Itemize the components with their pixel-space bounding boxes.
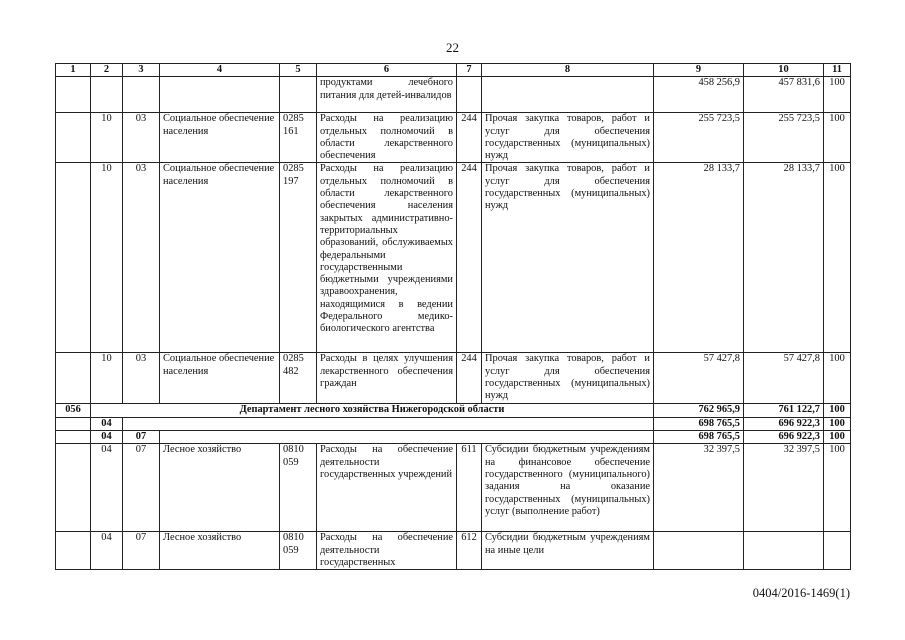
cell: 761 122,7 [744, 404, 824, 417]
col-header: 5 [280, 64, 317, 77]
cell [123, 77, 160, 113]
department-row [56, 404, 851, 417]
cell: 255 723,5 [744, 113, 824, 163]
cell [160, 77, 280, 113]
cell: 03 [123, 113, 160, 163]
cell: 698 765,5 [654, 417, 744, 430]
cell: 458 256,9 [654, 77, 744, 113]
cell [56, 417, 91, 430]
cell: 03 [123, 163, 160, 353]
department-code: 056 [56, 404, 91, 417]
cell: Социальное обеспечение населения [160, 353, 280, 404]
cell: Прочая закупка товаров, работ и услуг для обеспечения государственных (муниципальных) нужд [482, 353, 654, 404]
cell: Субсидии бюджетным учреждениям на финансовое обеспечение государственного (муниципального) задания на оказание государственных (муниципальных) услуг (выполнение работ) [482, 444, 654, 532]
subtotal-row [56, 431, 851, 444]
cell: 04 [91, 532, 123, 570]
table-row [56, 163, 851, 353]
cell: 612 [457, 532, 482, 570]
cell [123, 417, 654, 430]
col-header: 6 [317, 64, 457, 77]
cell: 696 922,3 [744, 417, 824, 430]
cell: Социальное обеспечение населения [160, 113, 280, 163]
cell: Расходы на обеспечение деятельности государственных [317, 532, 457, 570]
cell: 07 [123, 532, 160, 570]
cell: 0810 059 [280, 444, 317, 532]
cell: 28 133,7 [744, 163, 824, 353]
cell [744, 532, 824, 570]
cell [56, 77, 91, 113]
budget-table [55, 63, 851, 570]
col-header: 8 [482, 64, 654, 77]
cell: 100 [824, 113, 851, 163]
cell: Расходы в целях улучшения лекарственного обеспечения граждан [317, 353, 457, 404]
cell [654, 532, 744, 570]
cell: 28 133,7 [654, 163, 744, 353]
column-number-row [56, 64, 851, 77]
cell: 57 427,8 [654, 353, 744, 404]
cell [91, 77, 123, 113]
cell: Лесное хозяйство [160, 444, 280, 532]
cell: Социальное обеспечение населения [160, 163, 280, 353]
cell: 04 [91, 444, 123, 532]
cell: 698 765,5 [654, 431, 744, 444]
col-header: 4 [160, 64, 280, 77]
cell: 762 965,9 [654, 404, 744, 417]
table-row [56, 353, 851, 404]
cell: 100 [824, 404, 851, 417]
cell: 0285 482 [280, 353, 317, 404]
cell: Расходы на обеспечение деятельности государственных учреждений [317, 444, 457, 532]
cell [160, 431, 654, 444]
col-header: 11 [824, 64, 851, 77]
cell: 100 [824, 163, 851, 353]
cell [457, 77, 482, 113]
cell: 244 [457, 353, 482, 404]
table-row [56, 113, 851, 163]
cell [56, 113, 91, 163]
cell: 255 723,5 [654, 113, 744, 163]
cell: 10 [91, 113, 123, 163]
col-header: 9 [654, 64, 744, 77]
col-header: 3 [123, 64, 160, 77]
cell: 0810 059 [280, 532, 317, 570]
col-header: 2 [91, 64, 123, 77]
cell: 457 831,6 [744, 77, 824, 113]
cell [56, 163, 91, 353]
cell: 100 [824, 444, 851, 532]
cell: 32 397,5 [654, 444, 744, 532]
document-id: 0404/2016-1469(1) [752, 586, 850, 600]
cell [824, 532, 851, 570]
cell [56, 431, 91, 444]
cell: 244 [457, 113, 482, 163]
cell: 100 [824, 417, 851, 430]
cell: 0285 161 [280, 113, 317, 163]
cell [56, 532, 91, 570]
subtotal-row [56, 417, 851, 430]
cell: 244 [457, 163, 482, 353]
cell [280, 77, 317, 113]
page-number: 22 [446, 40, 459, 55]
cell: 07 [123, 444, 160, 532]
col-header: 1 [56, 64, 91, 77]
cell: 10 [91, 163, 123, 353]
cell: 100 [824, 431, 851, 444]
table-row [56, 532, 851, 570]
cell: Расходы на реализацию отдельных полномочий в области лекарственного обеспечения населения закрытых административно-территориальных образований, обслуживаемых федеральными государственными бюджетными учреждениями здравоохранения, находящимися в ведении Федерального медико-биологического агентства [317, 163, 457, 353]
cell [56, 444, 91, 532]
col-header: 7 [457, 64, 482, 77]
cell [482, 77, 654, 113]
cell: 611 [457, 444, 482, 532]
table-row [56, 77, 851, 113]
col-header: 10 [744, 64, 824, 77]
cell: Субсидии бюджетным учреждениям на иные цели [482, 532, 654, 570]
cell: продуктами лечебного питания для детей-инвалидов [317, 77, 457, 113]
cell: 04 [91, 431, 123, 444]
cell: 04 [91, 417, 123, 430]
department-name: Департамент лесного хозяйства Нижегородской области [91, 404, 654, 417]
cell: 696 922,3 [744, 431, 824, 444]
cell: Прочая закупка товаров, работ и услуг для обеспечения государственных (муниципальных) нужд [482, 163, 654, 353]
cell: 03 [123, 353, 160, 404]
cell: Прочая закупка товаров, работ и услуг для обеспечения государственных (муниципальных) нужд [482, 113, 654, 163]
cell: 10 [91, 353, 123, 404]
cell: 100 [824, 353, 851, 404]
cell: 100 [824, 77, 851, 113]
table-row [56, 444, 851, 532]
cell: 0285 197 [280, 163, 317, 353]
cell: 32 397,5 [744, 444, 824, 532]
cell: Расходы на реализацию отдельных полномочий в области лекарственного обеспечения [317, 113, 457, 163]
cell [56, 353, 91, 404]
cell: Лесное хозяйство [160, 532, 280, 570]
cell: 07 [123, 431, 160, 444]
cell: 57 427,8 [744, 353, 824, 404]
